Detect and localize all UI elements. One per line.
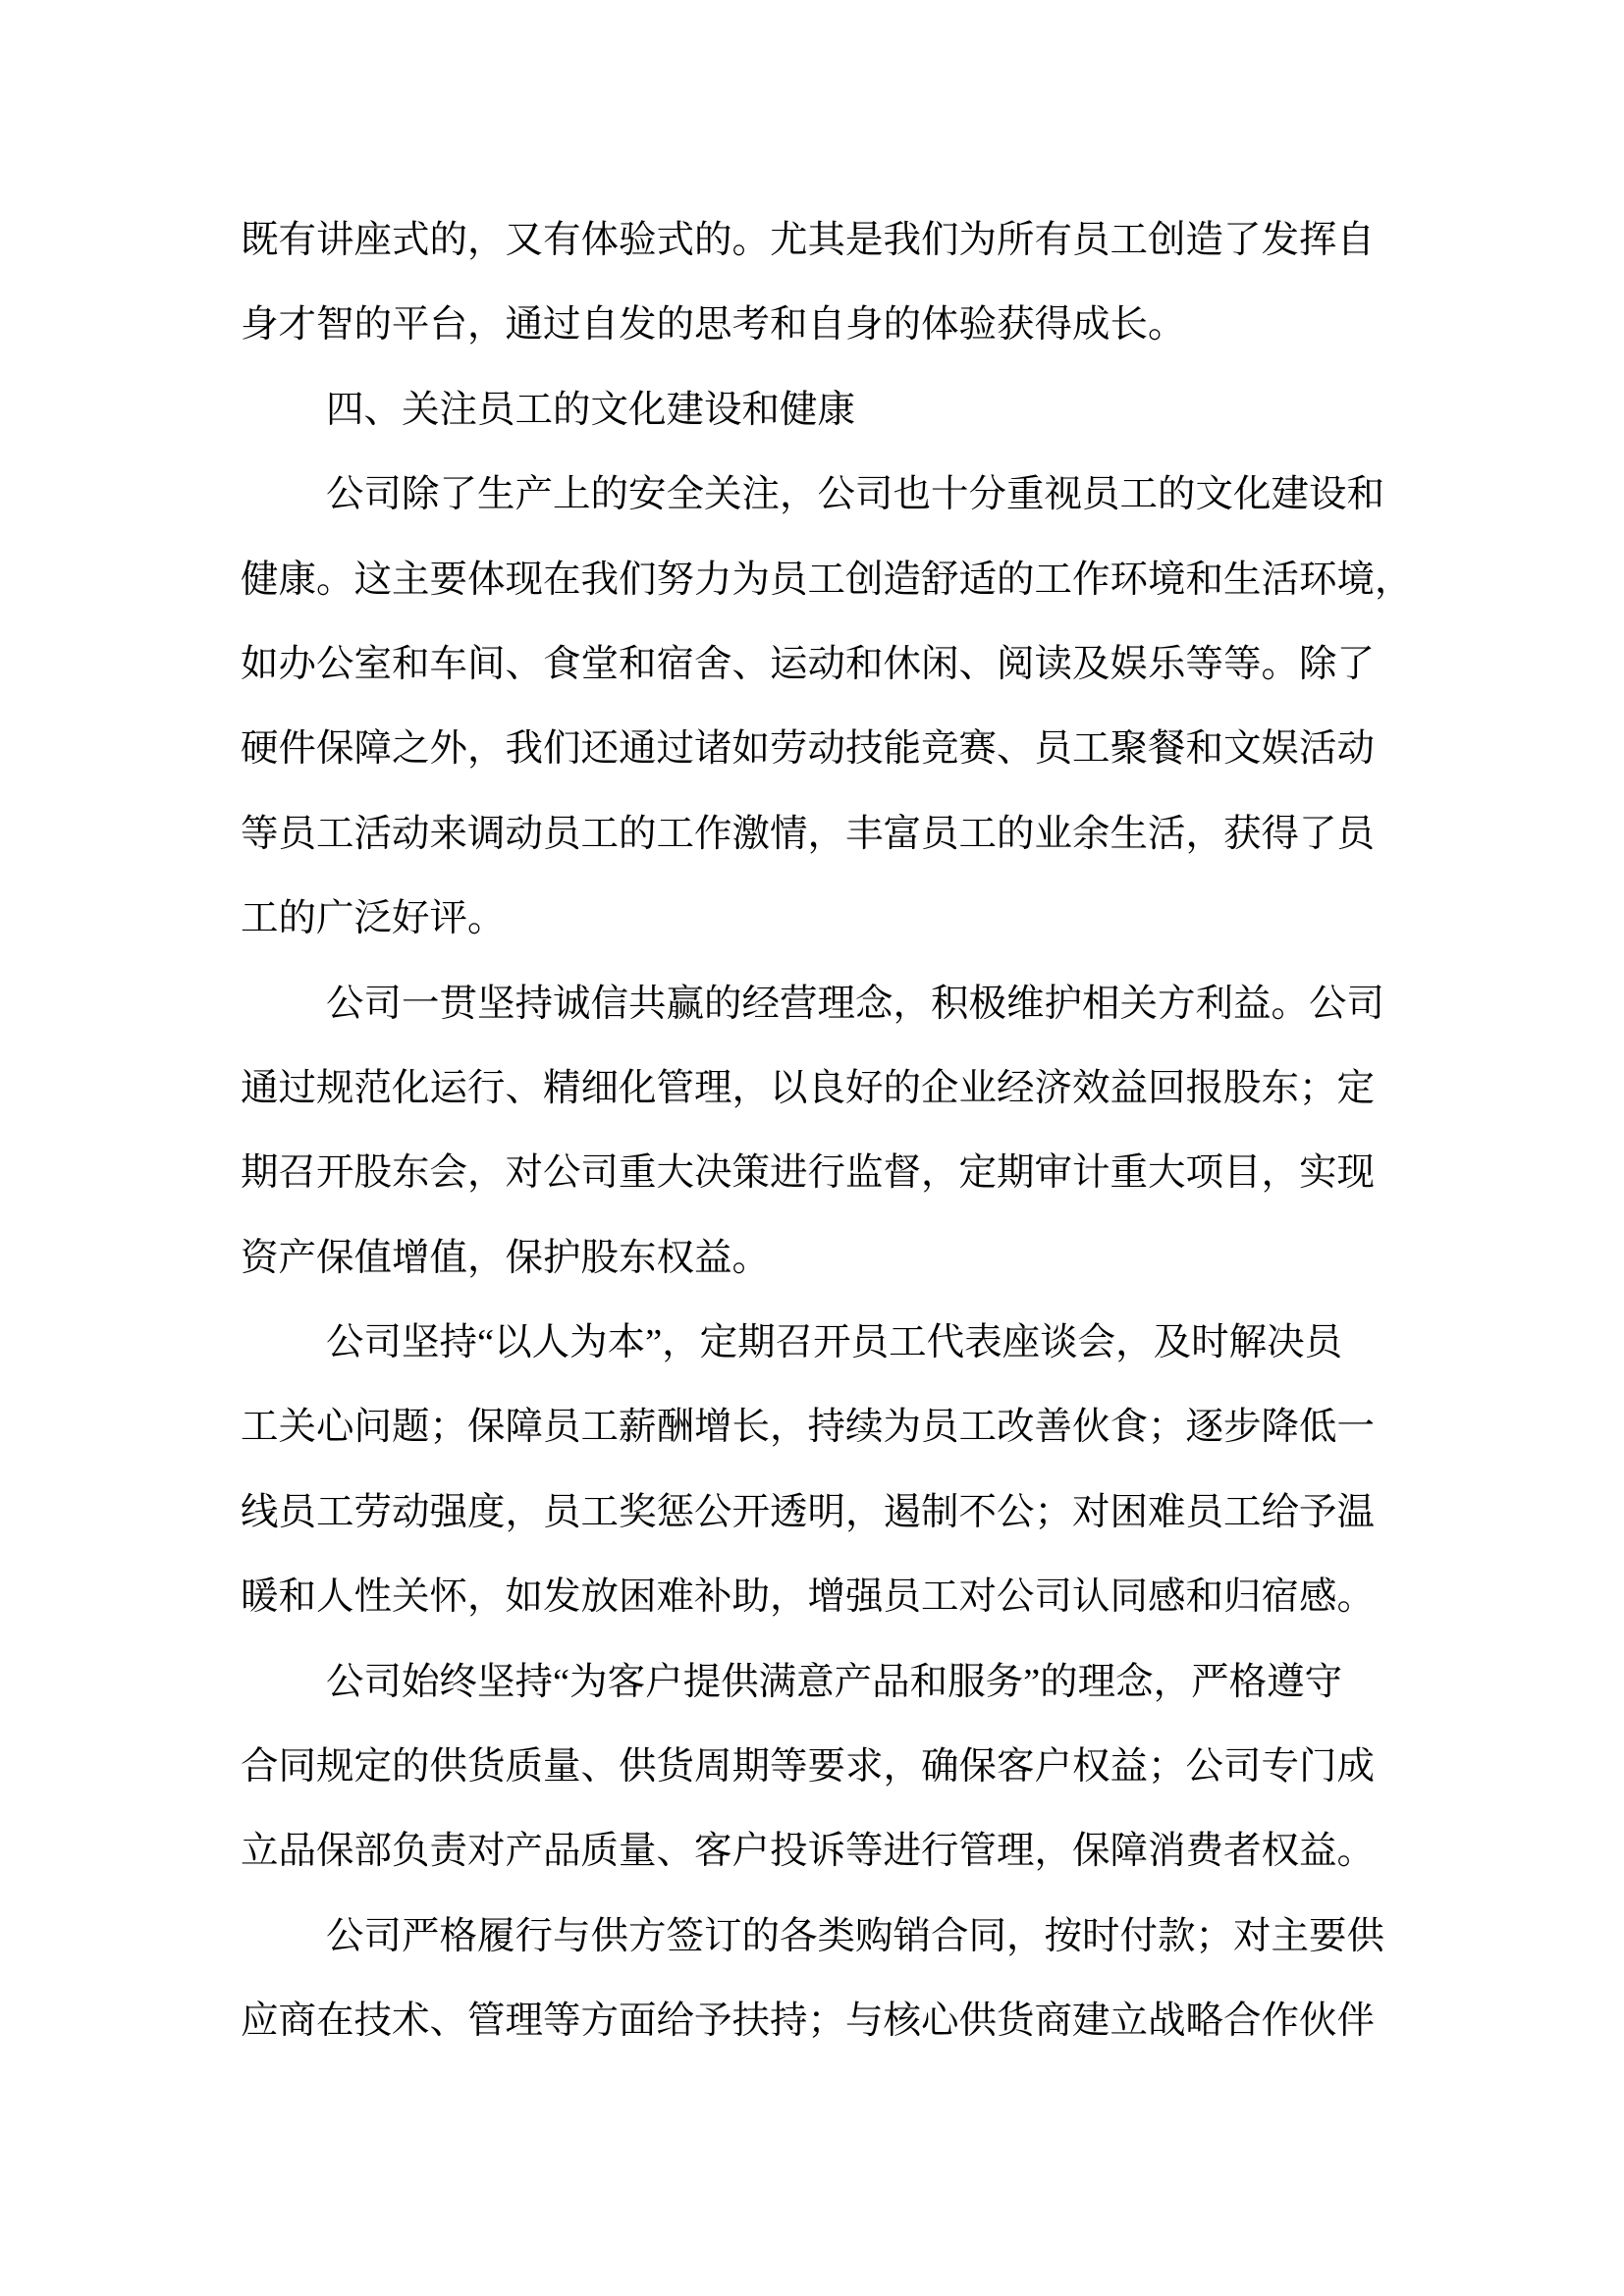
text-line: 工关心问题；保障员工薪酬增长，持续为员工改善伙食；逐步降低一 — [241, 1407, 1376, 1449]
text-line: 合同规定的供货质量、供货周期等要求，确保客户权益；公司专门成 — [241, 1746, 1376, 1789]
text-line: 公司坚持“以人为本”，定期召开员工代表座谈会，及时解决员 — [326, 1322, 1343, 1364]
text-line: 身才智的平台，通过自发的思考和自身的体验获得成长。 — [241, 304, 1186, 347]
text-lines — [241, 198, 1478, 2064]
text-line: 等员工活动来调动员工的工作激情，丰富员工的业余生活，获得了员 — [241, 813, 1376, 855]
text-line: 资产保值增值，保护股东权益。 — [241, 1237, 771, 1279]
text-line: 线员工劳动强度，员工奖惩公开透明，遏制不公；对困难员工给予温 — [241, 1491, 1376, 1533]
text-line: 公司除了生产上的安全关注，公司也十分重视员工的文化建设和 — [326, 474, 1385, 516]
text-line: 公司始终坚持“为客户提供满意产品和服务”的理念，严格遵守 — [326, 1661, 1343, 1703]
text-line: 应商在技术、管理等方面给予扶持；与核心供货商建立战略合作伙伴 — [241, 2001, 1376, 2043]
text-line: 硬件保障之外，我们还通过诸如劳动技能竞赛、员工聚餐和文娱活动 — [241, 728, 1376, 771]
text-line: 立品保部负责对产品质量、客户投诉等进行管理，保障消费者权益。 — [241, 1831, 1376, 1873]
text-line: 既有讲座式的，又有体验式的。尤其是我们为所有员工创造了发挥自 — [241, 220, 1376, 261]
text-line: 通过规范化运行、精细化管理，以良好的企业经济效益回报股东；定 — [241, 1067, 1376, 1109]
text-line: 公司一贯坚持诚信共赢的经营理念，积极维护相关方利益。公司 — [326, 983, 1385, 1025]
text-line: 如办公室和车间、食堂和宿舍、运动和休闲、阅读及娱乐等等。除了 — [241, 643, 1376, 685]
text-line: 工的广泛好评。 — [241, 898, 506, 940]
text-line: 公司严格履行与供方签订的各类购销合同，按时付款；对主要供 — [326, 1915, 1385, 1957]
text-line: 健康。这主要体现在我们努力为员工创造舒适的工作环境和生活环境， — [241, 559, 1413, 601]
text-line: 期召开股东会，对公司重大决策进行监督，定期审计重大项目，实现 — [241, 1152, 1376, 1195]
text-line: 暖和人性关怀，如发放困难补助，增强员工对公司认同感和归宿感。 — [241, 1576, 1376, 1619]
text-line: 四、关注员工的文化建设和健康 — [326, 389, 856, 431]
